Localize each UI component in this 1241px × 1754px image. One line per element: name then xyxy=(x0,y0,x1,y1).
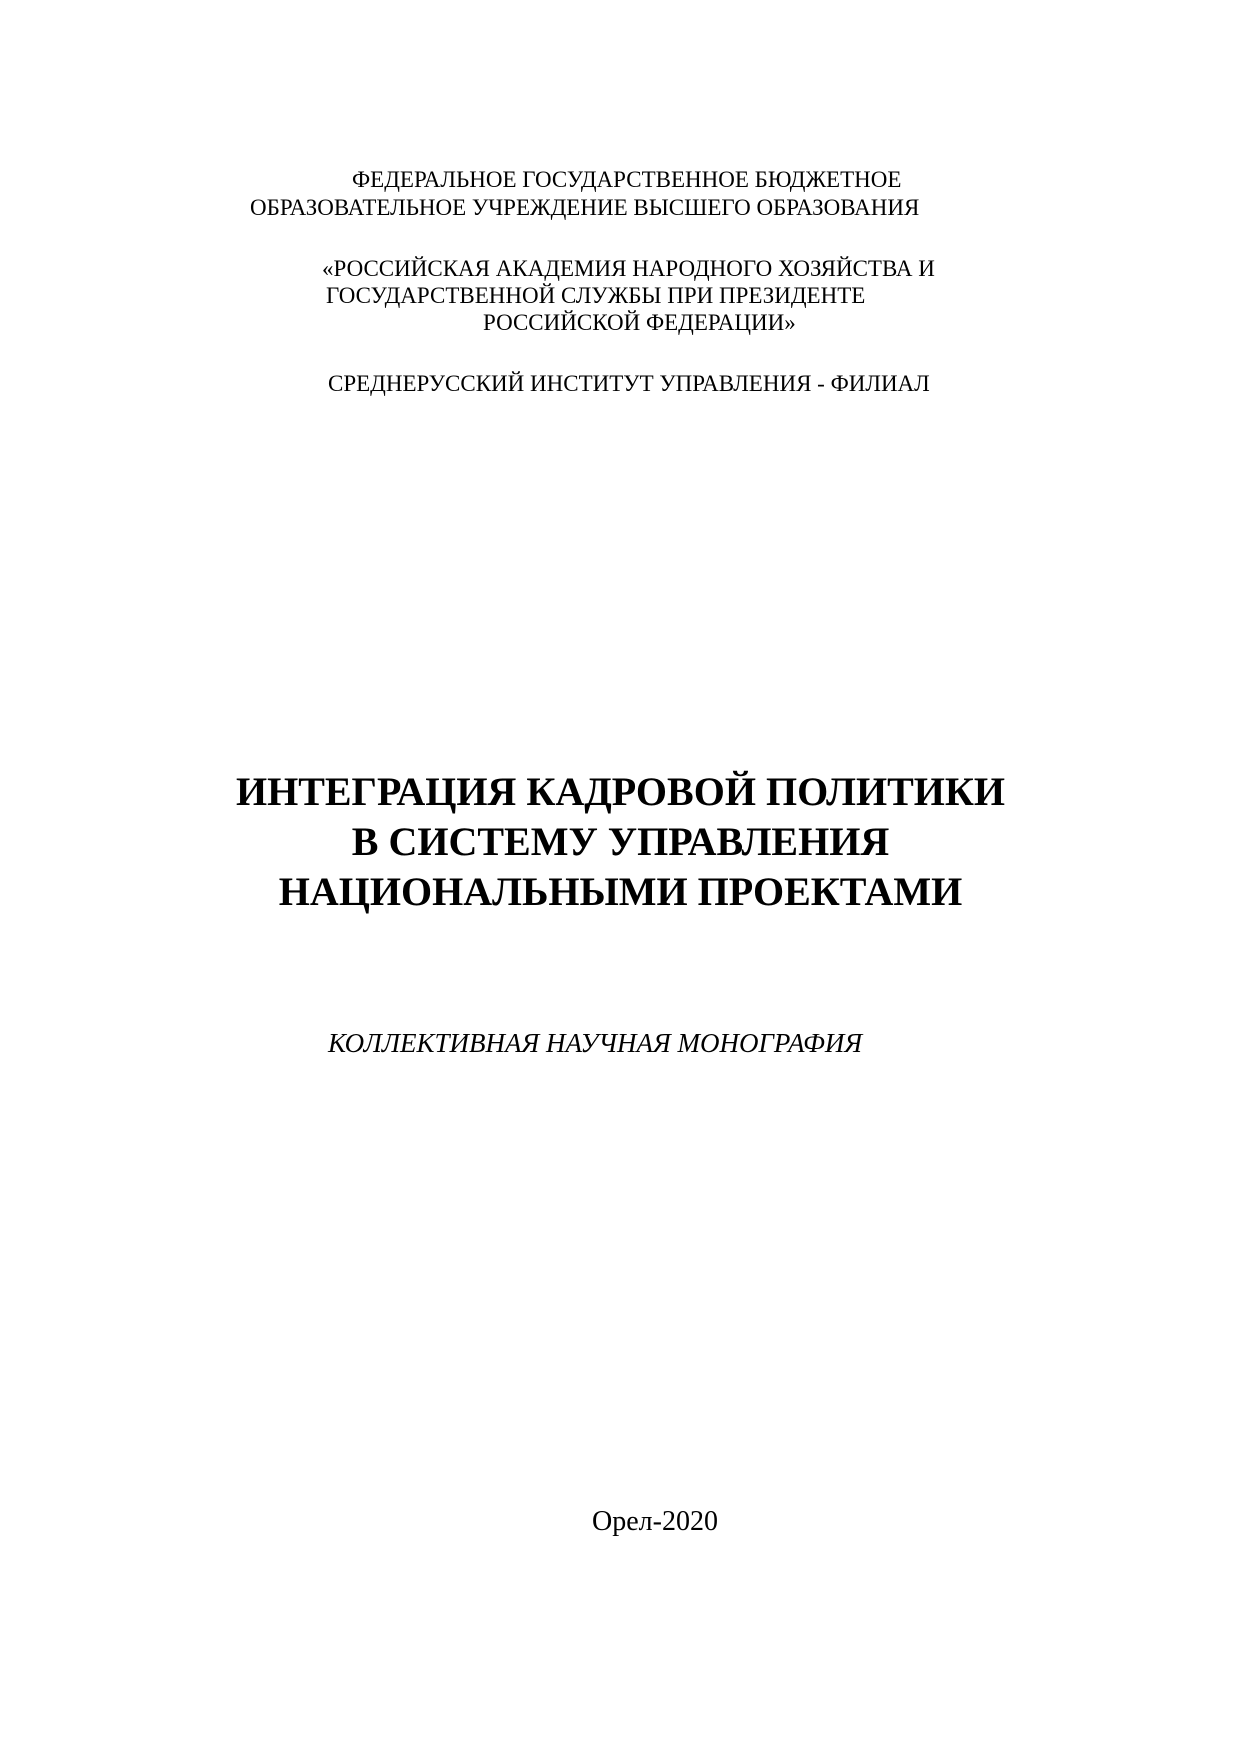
institute-name: СРЕДНЕРУССКИЙ ИНСТИТУТ УПРАВЛЕНИЯ - ФИЛИАЛ xyxy=(328,371,930,396)
academy-line-2: ГОСУДАРСТВЕННОЙ СЛУЖБЫ ПРИ ПРЕЗИДЕНТЕ xyxy=(326,283,866,308)
org-header-line-2: ОБРАЗОВАТЕЛЬНОЕ УЧРЕЖДЕНИЕ ВЫСШЕГО ОБРАЗОВАНИЯ xyxy=(250,195,920,220)
title-line-2: В СИСТЕМУ УПРАВЛЕНИЯ xyxy=(351,819,890,864)
monograph-subtitle: КОЛЛЕКТИВНАЯ НАУЧНАЯ МОНОГРАФИЯ xyxy=(328,1028,863,1058)
title-line-1: ИНТЕГРАЦИЯ КАДРОВОЙ ПОЛИТИКИ xyxy=(235,769,1006,814)
place-and-year: Орел-2020 xyxy=(592,1506,718,1537)
academy-line-3: РОССИЙСКОЙ ФЕДЕРАЦИИ» xyxy=(483,310,796,335)
org-header-line-1: ФЕДЕРАЛЬНОЕ ГОСУДАРСТВЕННОЕ БЮДЖЕТНОЕ xyxy=(352,167,902,192)
academy-line-1: «РОССИЙСКАЯ АКАДЕМИЯ НАРОДНОГО ХОЗЯЙСТВА И xyxy=(322,256,935,281)
title-line-3: НАЦИОНАЛЬНЫМИ ПРОЕКТАМИ xyxy=(278,869,963,914)
